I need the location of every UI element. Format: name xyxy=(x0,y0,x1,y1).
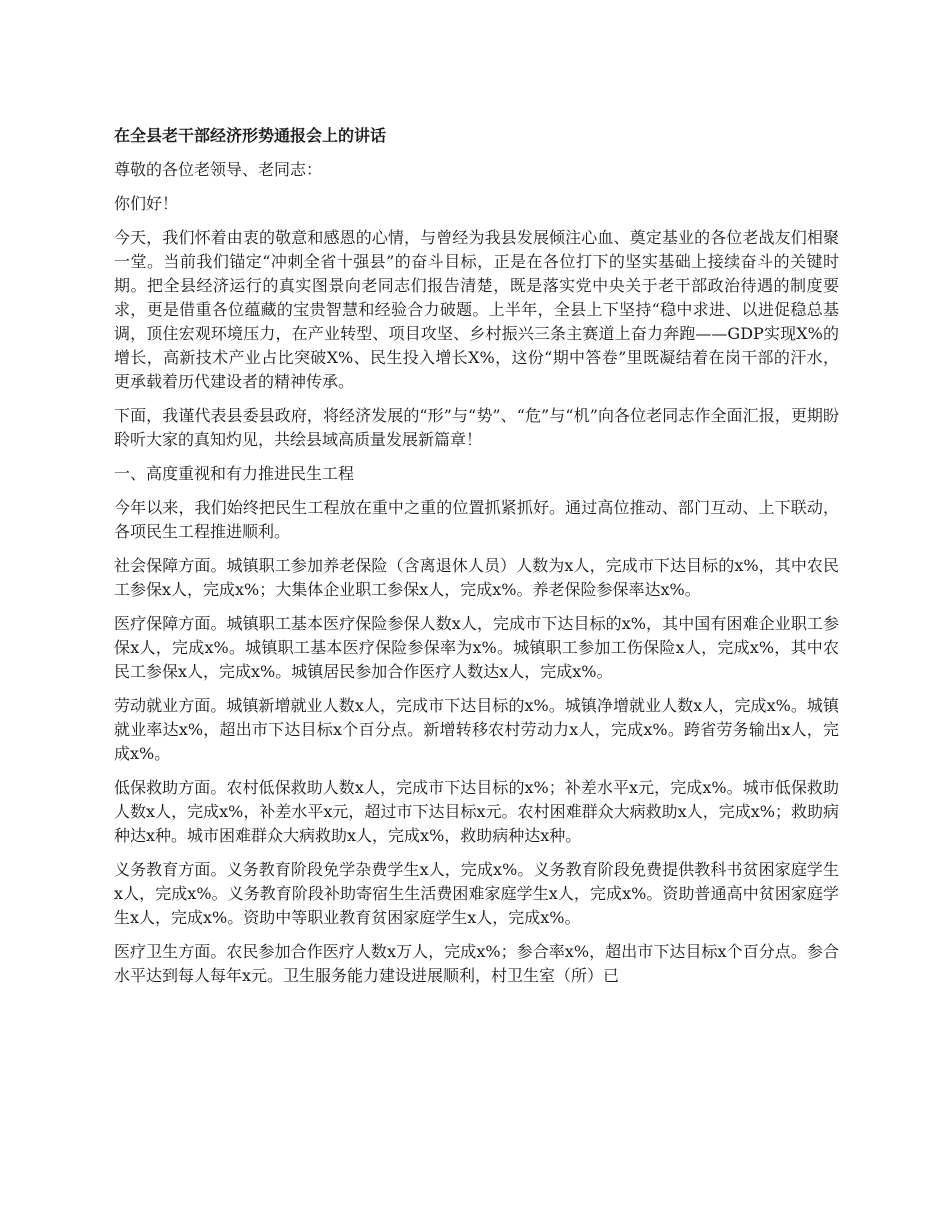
paragraph-medical-security: 医疗保障方面。城镇职工基本医疗保险参保人数x人，完成市下达目标的x%，其中国有困难企业职工参保x人，完成x%。城镇职工基本医疗保险参保率为x%。城镇职工参加工伤保险x人，完成x%，其中农民工参保x人，完成x%。城镇居民参加合作医疗人数达x人，完成x%。 xyxy=(114,614,839,681)
greeting: 你们好！ xyxy=(114,194,179,213)
paragraph-section-1-intro: 今年以来，我们始终把民生工程放在重中之重的位置抓紧抓好。通过高位推动、部门互动、上下联动，各项民生工程推进顺利。 xyxy=(114,498,839,541)
document-page xyxy=(114,124,839,998)
paragraph-report-purpose: 下面，我谨代表县委县政府，将经济发展的“形”与“势”、“危”与“机”向各位老同志作全面汇报，更期盼聆听大家的真知灼见，共绘县域高质量发展新篇章！ xyxy=(114,406,839,449)
paragraph-intro: 今天，我们怀着由衷的敬意和感恩的心情，与曾经为我县发展倾注心血、奠定基业的各位老战友们相聚一堂。当前我们锚定“冲刺全省十强县”的奋斗目标，正是在各位打下的坚实基础上接续奋斗的关键时期。把全县经济运行的真实图景向老同志们报告清楚，既是落实党中央关于老干部政治待遇的制度要求，更是借重各位蕴藏的宝贵智慧和经验合力破题。上半年，全县上下坚持“稳中求进、以进促稳总基调，顶住宏观环境压力，在产业转型、项目攻坚、乡村振兴三条主赛道上奋力奔跑——GDP实现X%的增长，高新技术产业占比突破X%、民生投入增长X%，这份“期中答卷”里既凝结着在岗干部的汗水，更承载着历代建设者的精神传承。 xyxy=(114,228,839,391)
paragraph-minimum-living-aid: 低保救助方面。农村低保救助人数x人，完成市下达目标的x%；补差水平x元，完成x%。城市低保救助人数x人，完成x%，补差水平x元，超过市下达目标x元。农村困难群众大病救助x人，完成x%；救助病种达x种。城市困难群众大病救助x人，完成x%，救助病种达x种。 xyxy=(114,778,839,845)
paragraph-social-security: 社会保障方面。城镇职工参加养老保险（含离退休人员）人数为x人，完成市下达目标的x%，其中农民工参保x人，完成x%；大集体企业职工参保x人，完成x%。养老保险参保率达x%。 xyxy=(114,556,839,599)
paragraph-healthcare: 医疗卫生方面。农民参加合作医疗人数x万人，完成x%；参合率x%，超出市下达目标x个百分点。参合水平达到每人每年x元。卫生服务能力建设进展顺利，村卫生室（所）已 xyxy=(114,942,839,985)
paragraph-compulsory-education: 义务教育方面。义务教育阶段免学杂费学生x人，完成x%。义务教育阶段免费提供教科书贫困家庭学生x人，完成x%。义务教育阶段补助寄宿生生活费困难家庭学生x人，完成x%。资助普通高中贫困家庭学生x人，完成x%。资助中等职业教育贫困家庭学生x人，完成x%。 xyxy=(114,860,839,927)
paragraph-employment: 劳动就业方面。城镇新增就业人数x人，完成市下达目标的x%。城镇净增就业人数x人，完成x%。城镇就业率达x%，超出市下达目标x个百分点。新增转移农村劳动力x人，完成x%。跨省劳务输出x人，完成x%。 xyxy=(114,696,839,763)
salutation: 尊敬的各位老领导、老同志： xyxy=(114,160,323,179)
document-title: 在全县老干部经济形势通报会上的讲话 xyxy=(114,126,387,145)
section-heading-1: 一、高度重视和有力推进民生工程 xyxy=(114,464,355,483)
